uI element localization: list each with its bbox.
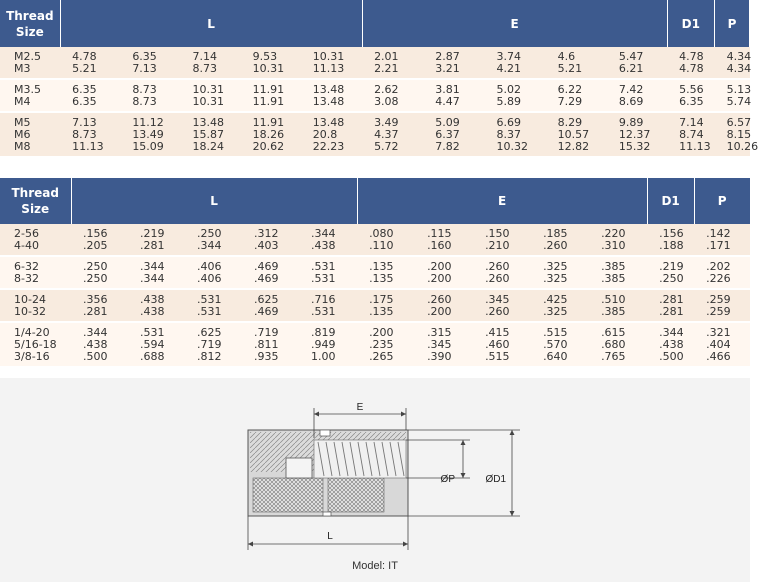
value-cell: .688 xyxy=(128,351,185,367)
value-cell: 8.73 xyxy=(60,129,120,141)
value-cell: 7.14 xyxy=(667,112,714,129)
table-row xyxy=(0,306,750,322)
value-cell: 11.12 xyxy=(120,112,180,129)
value-cell: .570 xyxy=(531,339,589,351)
value-cell: .949 xyxy=(299,339,357,351)
value-cell: 5.56 xyxy=(667,79,714,96)
value-cell: .510 xyxy=(589,289,647,306)
thread-size-cell: M8 xyxy=(0,141,60,157)
value-cell: .281 xyxy=(647,289,694,306)
pilot-diameter-p-header: P xyxy=(715,0,750,47)
value-cell: .404 xyxy=(694,339,750,351)
value-cell: 18.24 xyxy=(180,141,240,157)
value-cell: 8.73 xyxy=(120,96,180,112)
value-cell: .200 xyxy=(415,306,473,322)
value-cell: 20.8 xyxy=(301,129,362,141)
thread-size-cell: 6-32 xyxy=(0,256,71,273)
value-cell: 9.53 xyxy=(241,47,301,63)
thread-size-cell: 4-40 xyxy=(0,240,71,256)
value-cell: .716 xyxy=(299,289,357,306)
value-cell: .438 xyxy=(128,289,185,306)
value-cell: 8.29 xyxy=(546,112,607,129)
value-cell: 10.32 xyxy=(484,141,545,157)
dimension-p xyxy=(406,440,470,485)
value-cell: 15.87 xyxy=(180,129,240,141)
value-cell: 2.21 xyxy=(362,63,423,79)
value-cell: .250 xyxy=(647,273,694,289)
table-row xyxy=(0,47,750,63)
table-row xyxy=(0,112,750,129)
value-cell: 4.47 xyxy=(423,96,484,112)
value-cell: .385 xyxy=(589,306,647,322)
value-cell: 4.34 xyxy=(715,47,750,63)
value-cell: 22.23 xyxy=(301,141,362,157)
value-cell: 15.09 xyxy=(120,141,180,157)
value-cell: 12.82 xyxy=(546,141,607,157)
value-cell: .415 xyxy=(473,322,531,339)
value-cell: 5.89 xyxy=(484,96,545,112)
value-cell: .500 xyxy=(647,351,694,367)
thread-size-cell: M6 xyxy=(0,129,60,141)
value-cell: .469 xyxy=(242,273,299,289)
value-cell: .188 xyxy=(647,240,694,256)
value-cell: .135 xyxy=(357,273,415,289)
dimension-l xyxy=(248,516,408,550)
value-cell: .438 xyxy=(71,339,128,351)
thread-size-cell: 8-32 xyxy=(0,273,71,289)
value-cell: .356 xyxy=(71,289,128,306)
value-cell: 13.48 xyxy=(301,112,362,129)
value-cell: 7.42 xyxy=(607,79,667,96)
value-cell: .259 xyxy=(694,289,750,306)
table-row xyxy=(0,256,750,273)
value-cell: 8.74 xyxy=(667,129,714,141)
value-cell: 18.26 xyxy=(241,129,301,141)
value-cell: .531 xyxy=(128,322,185,339)
value-cell: .210 xyxy=(473,240,531,256)
value-cell: .466 xyxy=(694,351,750,367)
value-cell: .265 xyxy=(357,351,415,367)
table-row xyxy=(0,351,750,367)
value-cell: .531 xyxy=(185,306,242,322)
value-cell: .325 xyxy=(531,273,589,289)
value-cell: 12.37 xyxy=(607,129,667,141)
value-cell: 5.02 xyxy=(484,79,545,96)
thread-size-header: Thread Size xyxy=(0,178,71,224)
value-cell: .625 xyxy=(185,322,242,339)
value-cell: 1.00 xyxy=(299,351,357,367)
value-cell: .310 xyxy=(589,240,647,256)
value-cell: 7.29 xyxy=(546,96,607,112)
value-cell: 7.13 xyxy=(120,63,180,79)
value-cell: 5.09 xyxy=(423,112,484,129)
value-cell: .250 xyxy=(185,224,242,240)
value-cell: 13.48 xyxy=(301,96,362,112)
value-cell: .226 xyxy=(694,273,750,289)
value-cell: .321 xyxy=(694,322,750,339)
value-cell: 11.13 xyxy=(60,141,120,157)
value-cell: 11.13 xyxy=(301,63,362,79)
value-cell: .345 xyxy=(415,339,473,351)
value-cell: 8.73 xyxy=(120,79,180,96)
value-cell: 4.78 xyxy=(667,47,714,63)
value-cell: .200 xyxy=(415,273,473,289)
value-cell: .344 xyxy=(299,224,357,240)
value-cell: .281 xyxy=(647,306,694,322)
value-cell: 8.69 xyxy=(607,96,667,112)
value-cell: 4.34 xyxy=(715,63,750,79)
value-cell: .110 xyxy=(357,240,415,256)
value-cell: .315 xyxy=(415,322,473,339)
value-cell: 4.78 xyxy=(60,47,120,63)
value-cell: .250 xyxy=(71,256,128,273)
imperial-table-body xyxy=(0,224,750,367)
value-cell: 11.13 xyxy=(667,141,714,157)
value-cell: .819 xyxy=(299,322,357,339)
value-cell: 2.62 xyxy=(362,79,423,96)
value-cell: 13.48 xyxy=(180,112,240,129)
value-cell: 6.35 xyxy=(667,96,714,112)
value-cell: 10.31 xyxy=(180,96,240,112)
dimension-p-label: ØP xyxy=(440,474,455,485)
value-cell: 8.73 xyxy=(180,63,240,79)
value-cell: .325 xyxy=(531,256,589,273)
value-cell: 6.22 xyxy=(546,79,607,96)
value-cell: .219 xyxy=(647,256,694,273)
value-cell: .160 xyxy=(415,240,473,256)
value-cell: .469 xyxy=(242,306,299,322)
value-cell: .260 xyxy=(473,273,531,289)
value-cell: .390 xyxy=(415,351,473,367)
value-cell: 5.47 xyxy=(607,47,667,63)
value-cell: .615 xyxy=(589,322,647,339)
value-cell: 6.37 xyxy=(423,129,484,141)
value-cell: .531 xyxy=(299,256,357,273)
diameter-d1-header: D1 xyxy=(667,0,714,47)
value-cell: .115 xyxy=(415,224,473,240)
dimension-e-label: E xyxy=(356,402,364,413)
threaded-insert-drawing xyxy=(0,378,750,582)
thread-size-cell: 5/16-18 xyxy=(0,339,71,351)
value-cell: .765 xyxy=(589,351,647,367)
value-cell: .156 xyxy=(71,224,128,240)
value-cell: .425 xyxy=(531,289,589,306)
value-cell: .259 xyxy=(694,306,750,322)
value-cell: 15.32 xyxy=(607,141,667,157)
value-cell: .312 xyxy=(242,224,299,240)
value-cell: .260 xyxy=(473,306,531,322)
metric-table-body xyxy=(0,47,758,157)
thread-size-cell: 3/8-16 xyxy=(0,351,71,367)
value-cell: 4.78 xyxy=(667,63,714,79)
value-cell: .531 xyxy=(185,289,242,306)
value-cell: .935 xyxy=(242,351,299,367)
value-cell: .385 xyxy=(589,273,647,289)
insert-diagram-panel xyxy=(0,378,750,582)
value-cell: .219 xyxy=(128,224,185,240)
pilot-diameter-p-header: P xyxy=(694,178,750,224)
thread-size-cell: M3.5 xyxy=(0,79,60,96)
value-cell: 6.69 xyxy=(484,112,545,129)
diameter-d1-header: D1 xyxy=(647,178,694,224)
value-cell: 4.37 xyxy=(362,129,423,141)
imperial-dimension-table xyxy=(0,178,751,368)
metric-dimension-table xyxy=(0,0,758,158)
value-cell: 7.13 xyxy=(60,112,120,129)
value-cell: 10.31 xyxy=(301,47,362,63)
length-l-header: L xyxy=(71,178,357,224)
value-cell: .531 xyxy=(299,306,357,322)
value-cell: 3.21 xyxy=(423,63,484,79)
value-cell: 6.21 xyxy=(607,63,667,79)
value-cell: .344 xyxy=(128,273,185,289)
table-row xyxy=(0,63,750,79)
table-row xyxy=(0,96,750,112)
value-cell: 5.74 xyxy=(715,96,750,112)
value-cell: .438 xyxy=(647,339,694,351)
value-cell: .403 xyxy=(242,240,299,256)
thread-size-cell: 10-24 xyxy=(0,289,71,306)
value-cell: .625 xyxy=(242,289,299,306)
thread-size-cell: 2-56 xyxy=(0,224,71,240)
value-cell: .719 xyxy=(185,339,242,351)
value-cell: 3.81 xyxy=(423,79,484,96)
value-cell: 3.49 xyxy=(362,112,423,129)
thread-size-cell: 10-32 xyxy=(0,306,71,322)
value-cell: .202 xyxy=(694,256,750,273)
value-cell: .406 xyxy=(185,256,242,273)
value-cell: .175 xyxy=(357,289,415,306)
value-cell: 4.21 xyxy=(484,63,545,79)
value-cell: 3.08 xyxy=(362,96,423,112)
value-cell: .260 xyxy=(415,289,473,306)
value-cell: .205 xyxy=(71,240,128,256)
value-cell: 11.91 xyxy=(241,112,301,129)
value-cell: 5.72 xyxy=(362,141,423,157)
value-cell: 13.49 xyxy=(120,129,180,141)
thread-size-cell: M3 xyxy=(0,63,60,79)
value-cell: 10.57 xyxy=(546,129,607,141)
value-cell: 3.74 xyxy=(484,47,545,63)
value-cell: .281 xyxy=(128,240,185,256)
table-row xyxy=(0,273,750,289)
value-cell: .235 xyxy=(357,339,415,351)
value-cell: 20.62 xyxy=(241,141,301,157)
value-cell: .150 xyxy=(473,224,531,240)
value-cell: 2.87 xyxy=(423,47,484,63)
value-cell: .811 xyxy=(242,339,299,351)
value-cell: .719 xyxy=(242,322,299,339)
value-cell: .406 xyxy=(185,273,242,289)
value-cell: .135 xyxy=(357,306,415,322)
table-row xyxy=(0,224,750,240)
value-cell: .171 xyxy=(694,240,750,256)
thread-size-cell: M4 xyxy=(0,96,60,112)
length-l-header: L xyxy=(60,0,362,47)
value-cell: 8.15 xyxy=(715,129,750,141)
value-cell: .345 xyxy=(473,289,531,306)
thread-length-e-header: E xyxy=(357,178,647,224)
value-cell: 7.82 xyxy=(423,141,484,157)
value-cell: 6.35 xyxy=(60,79,120,96)
value-cell: .200 xyxy=(415,256,473,273)
value-cell: 5.21 xyxy=(546,63,607,79)
value-cell: 13.48 xyxy=(301,79,362,96)
value-cell: .185 xyxy=(531,224,589,240)
model-caption: Model: IT xyxy=(352,560,398,572)
value-cell: .220 xyxy=(589,224,647,240)
value-cell: .142 xyxy=(694,224,750,240)
value-cell: 6.57 xyxy=(715,112,750,129)
table-row xyxy=(0,141,750,157)
dimension-l-label: L xyxy=(327,531,333,542)
value-cell: .344 xyxy=(185,240,242,256)
value-cell: .260 xyxy=(531,240,589,256)
value-cell: .156 xyxy=(647,224,694,240)
value-cell: .515 xyxy=(473,351,531,367)
table-row xyxy=(0,240,750,256)
value-cell: 8.37 xyxy=(484,129,545,141)
value-cell: 11.91 xyxy=(241,96,301,112)
value-cell: .135 xyxy=(357,256,415,273)
value-cell: 10.26 xyxy=(715,141,750,157)
value-cell: 10.31 xyxy=(241,63,301,79)
value-cell: .385 xyxy=(589,256,647,273)
value-cell: 10.31 xyxy=(180,79,240,96)
value-cell: 4.6 xyxy=(546,47,607,63)
value-cell: 2.01 xyxy=(362,47,423,63)
table-row xyxy=(0,289,750,306)
value-cell: .438 xyxy=(128,306,185,322)
thread-size-cell: 1/4-20 xyxy=(0,322,71,339)
thread-size-cell: M2.5 xyxy=(0,47,60,63)
value-cell: .200 xyxy=(357,322,415,339)
table-row xyxy=(0,79,750,96)
value-cell: .460 xyxy=(473,339,531,351)
thread-length-e-header: E xyxy=(362,0,667,47)
value-cell: .281 xyxy=(71,306,128,322)
thread-size-cell: M5 xyxy=(0,112,60,129)
value-cell: .640 xyxy=(531,351,589,367)
dimension-d1-label: ØD1 xyxy=(485,474,506,485)
value-cell: .594 xyxy=(128,339,185,351)
value-cell: 9.89 xyxy=(607,112,667,129)
value-cell: .531 xyxy=(299,273,357,289)
value-cell: 11.91 xyxy=(241,79,301,96)
value-cell: .344 xyxy=(71,322,128,339)
value-cell: 5.21 xyxy=(60,63,120,79)
value-cell: .260 xyxy=(473,256,531,273)
value-cell: .515 xyxy=(531,322,589,339)
value-cell: .812 xyxy=(185,351,242,367)
value-cell: .469 xyxy=(242,256,299,273)
value-cell: 6.35 xyxy=(120,47,180,63)
value-cell: .250 xyxy=(71,273,128,289)
value-cell: 7.14 xyxy=(180,47,240,63)
insert-body-section xyxy=(248,430,408,516)
value-cell: .680 xyxy=(589,339,647,351)
value-cell: 5.13 xyxy=(715,79,750,96)
value-cell: .080 xyxy=(357,224,415,240)
value-cell: .344 xyxy=(128,256,185,273)
value-cell: 6.35 xyxy=(60,96,120,112)
value-cell: .344 xyxy=(647,322,694,339)
value-cell: .438 xyxy=(299,240,357,256)
value-cell: .325 xyxy=(531,306,589,322)
thread-size-header: Thread Size xyxy=(0,0,60,47)
value-cell: .500 xyxy=(71,351,128,367)
table-row xyxy=(0,322,750,339)
